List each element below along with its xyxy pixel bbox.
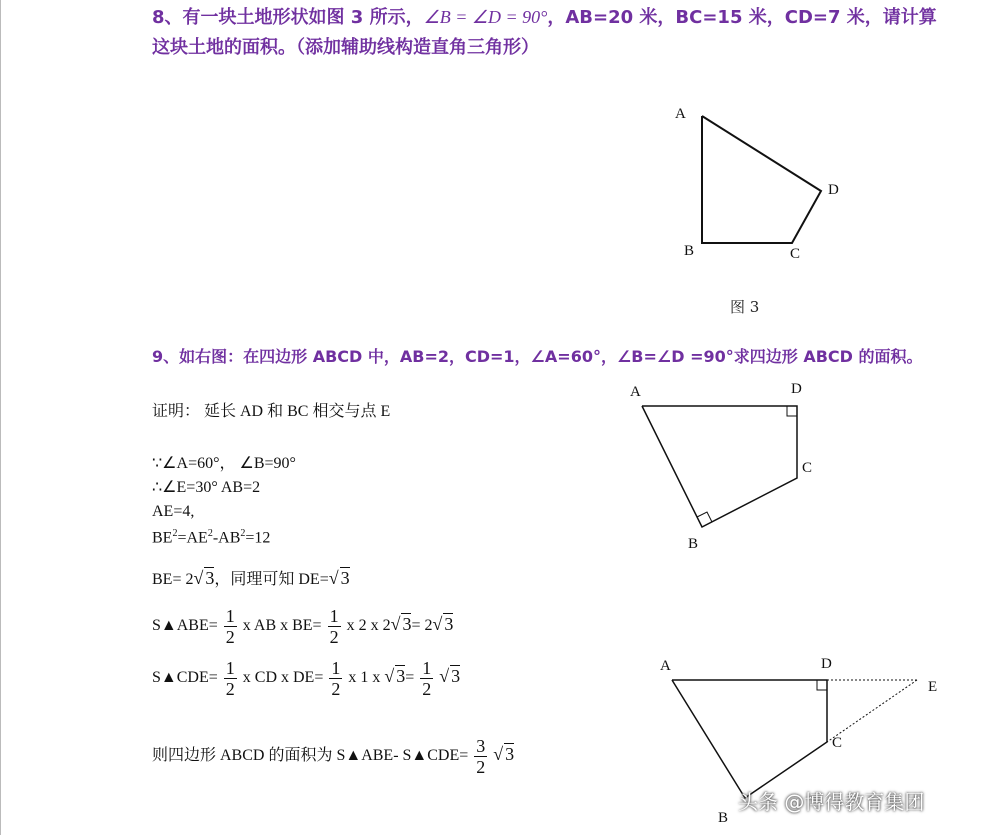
proof-line-4: $BE^2=AE^2-AB^2=12$: [152, 528, 271, 547]
fig3-label-d: D: [828, 182, 839, 198]
area-abe-formula: S▲ABE= $\frac{1}{2}$ x AB x BE= $\frac{1}{2}$ x 2 x 2√ 3= 2√ 3: [152, 606, 454, 647]
fig9b-label-b: B: [718, 810, 729, 826]
fig3-label-a: A: [675, 106, 686, 122]
question-8-text: 8、有一块土地形状如图 3 所示，∠B = ∠D = 90°，AB=20 米，BC=15 米，CD=7 米，请计算这块土地的面积。（添加辅助线构造直角三角形）: [152, 7, 937, 58]
proof-intro: 证明： 延长 AD 和 BC 相交与点 E: [152, 403, 391, 420]
fig9b-label-c: C: [832, 735, 843, 751]
fig9a-label-d: D: [791, 381, 802, 397]
proof-line-1: ∵∠A=60°， ∠B=90°: [152, 455, 296, 472]
area-cde-formula: S▲CDE= $\frac{1}{2}$ x CD x DE= $\frac{1}{2}$ x 1 x √ 3= $\frac{1}{2}$ √ 3: [152, 658, 461, 699]
fig9b-label-a: A: [660, 658, 671, 674]
watermark: 头条 @博得教育集团: [738, 790, 925, 814]
angle-expression: ∠B = ∠D = 90°: [423, 7, 548, 27]
question-9-text: 9、如右图：在四边形 ABCD 中，AB=2，CD=1，∠A=60°，∠B=∠D =90°求四边形 ABCD 的面积。: [152, 347, 923, 366]
fig3-label-b: B: [684, 243, 695, 259]
fig9a-label-a: A: [630, 384, 641, 400]
right-angle-mark-d2: [817, 680, 827, 690]
fig3-caption: 图 3: [730, 298, 760, 316]
final-area-formula: 则四边形 ABCD 的面积为 S▲ABE- S▲CDE= $\frac{3}{2}$ √ 3: [152, 736, 515, 777]
fig9b-label-e: E: [928, 679, 938, 695]
fig9b-label-d: D: [821, 656, 832, 672]
proof-line-3: AE=4,: [152, 503, 195, 520]
proof-line-2: ∴∠E=30° AB=2: [152, 479, 261, 496]
proof-line-5: BE= 2√ 3，同理可知 DE=√ 3: [152, 568, 350, 588]
fig9a-label-c: C: [802, 460, 813, 476]
fig9a-label-b: B: [688, 536, 699, 552]
fig3-label-c: C: [790, 246, 801, 262]
